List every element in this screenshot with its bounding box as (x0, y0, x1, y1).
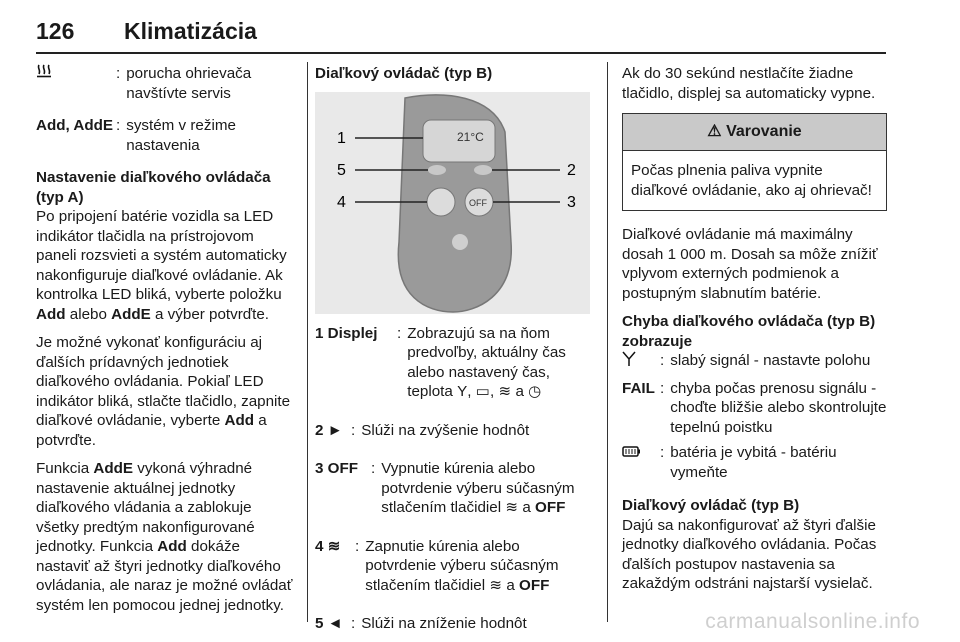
error-row: : slabý signál - nastavte polohu (622, 351, 887, 373)
def-text: porucha ohrievača navštívte servis (126, 65, 252, 102)
heater-icon: ≋ (498, 383, 512, 400)
paragraph-1: Po pripojení batérie vozidla sa LED indikátor tlačidla na prístrojovom paneli rozsvieti a systém automaticky nakonfiguruje diaľkové ovládanie. Ak kontrolka LED bliká, vyberte položku Add alebo AddE a výber potvrďte. (36, 208, 287, 323)
callout-5: 5 (337, 161, 346, 179)
left-arrow-key (428, 165, 446, 175)
legend-row: 1 Displej : Zobrazujú sa na ňom predvoľby, aktuálny čas alebo nastavený čas, teplota Y, ▭, ≋ a ◷ (315, 324, 566, 400)
paragraph-3: Funkcia AddE vykoná výhradné nastavenie aktuálnej jednotky diaľkového vládania a zablokuje všetky predtým nakonfigurované jednotky. Funkcia Add dokáže nastaviť až štyri jednotky diaľkového ovládania, ale naraz je možné ovládať systém len pomocou jednej jednotky. (36, 460, 293, 614)
callout-4: 4 (337, 193, 346, 211)
callout-3: 3 (567, 193, 576, 211)
display-temp: 21°C (457, 129, 484, 144)
right-arrow-key (474, 165, 492, 175)
section-heading: Diaľkový ovládač (typ B) (622, 497, 800, 514)
b-text: Dajú sa nakonfigurovať až štyri ďalšie jednotky diaľkového ovládania. Počas ďalších postupov nastavenia sa zakaždým odstráni najstarší vysielač. (622, 516, 877, 592)
heater-fault-icon (36, 64, 116, 103)
battery-icon: ▭ (475, 383, 491, 400)
clock-icon: ◷ (528, 383, 542, 400)
legend-row: 3 OFF : Vypnutie kúrenia alebo potvrdenie výberu súčasným stlačením tlačidiel ≋ a OFF (315, 460, 575, 516)
section-heading: Nastavenie diaľkového ovládača (typ A) (36, 169, 271, 206)
page-header (36, 0, 886, 54)
column-3 (622, 64, 887, 603)
error-row: FAIL : chyba počas prenosu signálu - choďte bližšie alebo skontrolujte tepelnú poistku (622, 379, 887, 436)
range-text: Diaľkové ovládanie má maximálny dosah 1 000 m. Dosah sa môže znížiť vplyvom externých podmienok a postupným slabnutím batérie. (622, 226, 878, 302)
warning-box (622, 113, 887, 211)
callout-2: 2 (567, 161, 576, 179)
legend-table (315, 324, 590, 634)
signal-antenna-icon (622, 351, 660, 373)
legend-row: 5 ◄ : Slúži na zníženie hodnôt (315, 615, 527, 632)
column-divider (607, 62, 608, 622)
section-heading: Diaľkový ovládač (typ B) (315, 65, 493, 82)
page-number: 126 (36, 18, 75, 44)
antenna-icon: Y (457, 383, 468, 400)
def-key: Add, AddE (36, 117, 114, 134)
legend-row: 2 ► : Slúži na zvýšenie hodnôt (315, 421, 530, 439)
off-key-label: OFF (469, 197, 487, 208)
column-2 (315, 64, 590, 634)
warning-header: ⚠ Varovanie (623, 114, 886, 151)
intro-text: Ak do 30 sekúnd nestlačíte žiadne tlačidlo, displej sa automaticky vypne. (622, 65, 876, 102)
warning-triangle-icon: ⚠ (707, 123, 722, 140)
paragraph-2: Je možné vykonať konfiguráciu aj ďalších prídavných jednotiek diaľkového ovládania. Pokiaľ LED indikátor bliká, stlačte tlačidlo, zapnite diaľkové ovládanie, vyberte Add a potvrďte. (36, 334, 291, 449)
remote-power-key (452, 234, 468, 250)
remote-drawing (315, 92, 590, 314)
page-title: Klimatizácia (124, 18, 257, 44)
battery-empty-icon (622, 443, 660, 482)
heater-icon: ≋ (505, 499, 519, 516)
def-heater-fault: : porucha ohrievača navštívte servis (36, 64, 298, 103)
callout-1: 1 (337, 129, 346, 147)
heater-icon: ≋ (489, 576, 503, 594)
column-divider (307, 62, 308, 622)
warning-text: Počas plnenia paliva vypnite diaľkové ovládanie, ako aj ohrievač! (631, 162, 872, 199)
heater-on-key (427, 188, 455, 216)
def-add: Add, AddE : systém v režime nastavenia (36, 116, 298, 155)
watermark: carmanualsonline.info (705, 610, 920, 633)
column-1 (36, 64, 298, 624)
def-text: systém v režime nastavenia (126, 117, 236, 154)
error-heading: Chyba diaľkového ovládača (typ B) zobrazuje (622, 313, 876, 350)
remote-illustration (315, 92, 590, 314)
error-row: : batéria je vybitá - batériu vymeňte (622, 443, 887, 482)
heater-icon: ≋ (327, 537, 341, 555)
legend-row: 4 ≋ : Zapnutie kúrenia alebo potvrdenie výberu súčasným stlačením tlačidiel ≋ a OFF (315, 537, 559, 594)
